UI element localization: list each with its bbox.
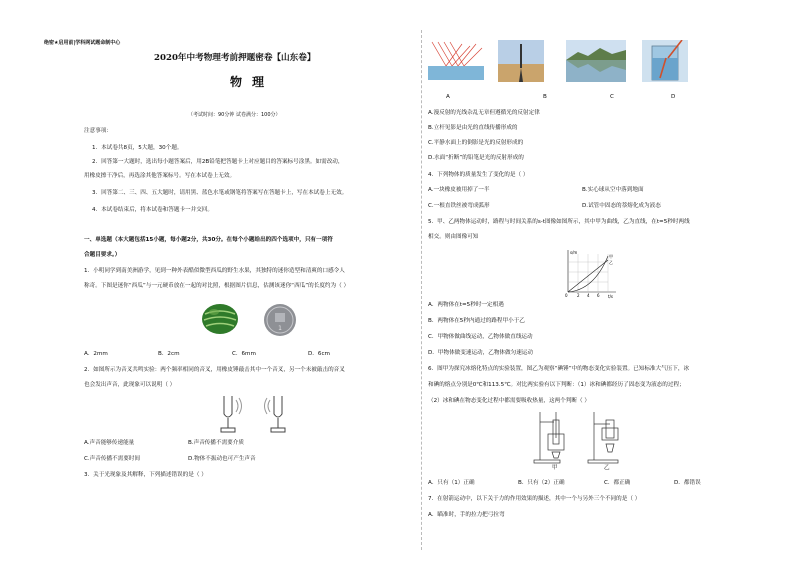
q3-option-c: C.平静水面上的倒影是光的反射形成的 (428, 140, 524, 146)
fig-label-d: D (671, 94, 676, 100)
fig6-label-jia: 甲 (552, 465, 558, 471)
q5-option-d: D．甲物体做变速运动，乙物体做匀速运动 (428, 350, 533, 356)
q4-option-b: B.实心球从空中落到地面 (582, 187, 644, 193)
q1-option-b: B．2cm (158, 351, 180, 357)
q2-option-d: D.物体不振动也可产生声音 (188, 456, 256, 462)
svg-text:1: 1 (278, 325, 282, 332)
q1-option-a: A．2mm (84, 351, 108, 357)
q5-option-a: A．两物体在t=5秒时一定相遇 (428, 302, 504, 308)
question-5-line1: 5．甲、乙两物体运动时，路程与时间关系的s-t图像如图所示，其中甲为曲线，乙为直线，在t=5秒时两线 (428, 219, 690, 225)
notice-heading: 注意事项： (84, 128, 112, 134)
fig-label-b: B (543, 94, 547, 100)
q3-option-a: A.漫反射的光线杂乱无章但遵循光的反射定律 (428, 110, 540, 116)
question-3-line1: 3．关于光现象及其解释，下列描述错误的是（ ） (84, 472, 207, 478)
q6-option-d: D．都错误 (674, 480, 701, 486)
q1-option-d: D．6cm (308, 351, 330, 357)
graph-tick: 0 (565, 293, 568, 298)
q7-option-a: A．瞄准时，手的拉力把弓拉弯 (428, 512, 505, 518)
notice-item: 4．本试卷结束后，将本试卷和答题卡一并交回。 (92, 207, 214, 213)
notice-item: 3．回答第二、三、四、五大题时，请用黑、蓝色水笔或钢笔将答案写在答题卡上，写在本试卷上无效。 (92, 190, 348, 196)
question-6-line3: （2）冰和碘在物态变化过程中都需要吸收热量，这两个判断（ ） (428, 398, 590, 404)
q4-option-a: A.一块橡皮被用掉了一半 (428, 187, 490, 193)
fig-label-a: A (446, 94, 450, 100)
exam-title: 2020年中考物理考前押题密卷【山东卷】 (154, 53, 316, 63)
q4-option-c: C.一根直铁丝被弯成弧形 (428, 203, 490, 209)
graph-tick: 2 (577, 293, 580, 298)
exam-info: （考试时间：90分钟 试卷满分：100分） (188, 112, 281, 118)
q3-option-d: D.水面“折断”的铅笔是光的反射形成的 (428, 155, 524, 161)
graph-series-yi: 乙 (609, 260, 613, 265)
diffuse-reflection-image (428, 40, 484, 80)
fig-label-c: C (610, 94, 614, 100)
coin-image (262, 302, 298, 338)
q3-option-b: B.立杆见影是由光的直线传播形成的 (428, 125, 518, 131)
question-2-line1: 2．如图所示为音叉共鸣实验：两个频率相同的音叉，用橡皮锤敲击其中一个音叉，另一个未被敲击的音叉 (84, 367, 345, 373)
fig6-label-yi: 乙 (604, 465, 610, 471)
q2-option-a: A.声音能够传递能量 (84, 440, 135, 446)
question-6-line1: 6．图甲为探究冰熔化特点的实验装置，图乙为观察“碘锤”中的物态变化实验装置。已知标准大气压下，冰 (428, 366, 690, 372)
notice-item: 1．本试卷共8页，5大题，30个题。 (92, 145, 183, 151)
question-2-line2: 也会发出声音，此现象可以说明（ ） (84, 382, 176, 388)
notice-item: 用橡皮擦干净后，再选涂其他答案标号。写在本试卷上无效。 (84, 173, 236, 179)
question-6-line2: 和碘的熔点分别是0℃和113.5℃。对比两实验有以下判断：（1）冰和碘都经历了固态变为液态的过程； (428, 382, 685, 388)
question-4-line: 4．下列物体的质量发生了变化的是（ ） (428, 172, 529, 178)
column-divider (421, 30, 422, 550)
graph-xlabel: t/s (608, 294, 613, 299)
q6-option-b: B．只有（2）正确 (518, 480, 565, 486)
notice-item: 2．回答第一大题时，选出每小题答案后，用2B铅笔把答题卡上对应题目的答案标号涂黑。如需改动， (92, 159, 344, 165)
graph-tick: 6 (597, 293, 600, 298)
graph-ylabel: s/m (570, 250, 578, 255)
pole-shadow-image (498, 40, 544, 82)
q2-option-b: B.声音传播不需要介质 (188, 440, 244, 446)
apparatus-diagram (532, 408, 632, 464)
q5-option-c: C．甲物体做曲线运动，乙物体做直线运动 (428, 334, 533, 340)
question-1-line1: 1．小明同学到南美洲游学，见到一种外表酷似微型西瓜的野生水果，其独特的迷你造型和清爽的口感令人 (84, 268, 345, 274)
q2-option-c: C.声音传播不需要时间 (84, 456, 141, 462)
graph-tick: 4 (587, 293, 590, 298)
s-t-graph (560, 246, 620, 300)
question-7-line: 7．在射箭运动中，以下关于力的作用效果的描述，其中一个与另外三个不同的是（ ） (428, 496, 641, 502)
q4-option-d: D.试管中固态的萘熔化成为液态 (582, 203, 661, 209)
watermark-line: 绝密★启用前|学科网试题命制中心 (44, 40, 121, 46)
tuning-fork-diagram (216, 392, 292, 436)
section-heading-cont: 合题目要求。） (84, 252, 121, 258)
graph-series-jia: 甲 (609, 254, 613, 259)
q6-option-c: C．都正确 (604, 480, 631, 486)
q6-option-a: A．只有（1）正确 (428, 480, 475, 486)
question-5-line2: 相交。则由图像可知 (428, 234, 479, 240)
water-reflection-image (566, 40, 626, 82)
section-heading: 一、单选题（本大题包括15小题，每小题2分，共30分。在每个小题给出的四个选项中，只有一项符 (84, 237, 333, 243)
subject-title: 物理 (230, 75, 275, 89)
q5-option-b: B．两物体在5秒内通过的路程甲小于乙 (428, 318, 525, 324)
pencil-in-water-image (642, 40, 688, 82)
mini-watermelon-image (200, 302, 240, 336)
question-1-line2: 称奇。下图是迷你“西瓜”与一元硬币放在一起的对比照，根据图片信息，估测该迷你“西瓜”的长度约为（ ） (84, 283, 350, 289)
q1-option-c: C．6mm (232, 351, 256, 357)
